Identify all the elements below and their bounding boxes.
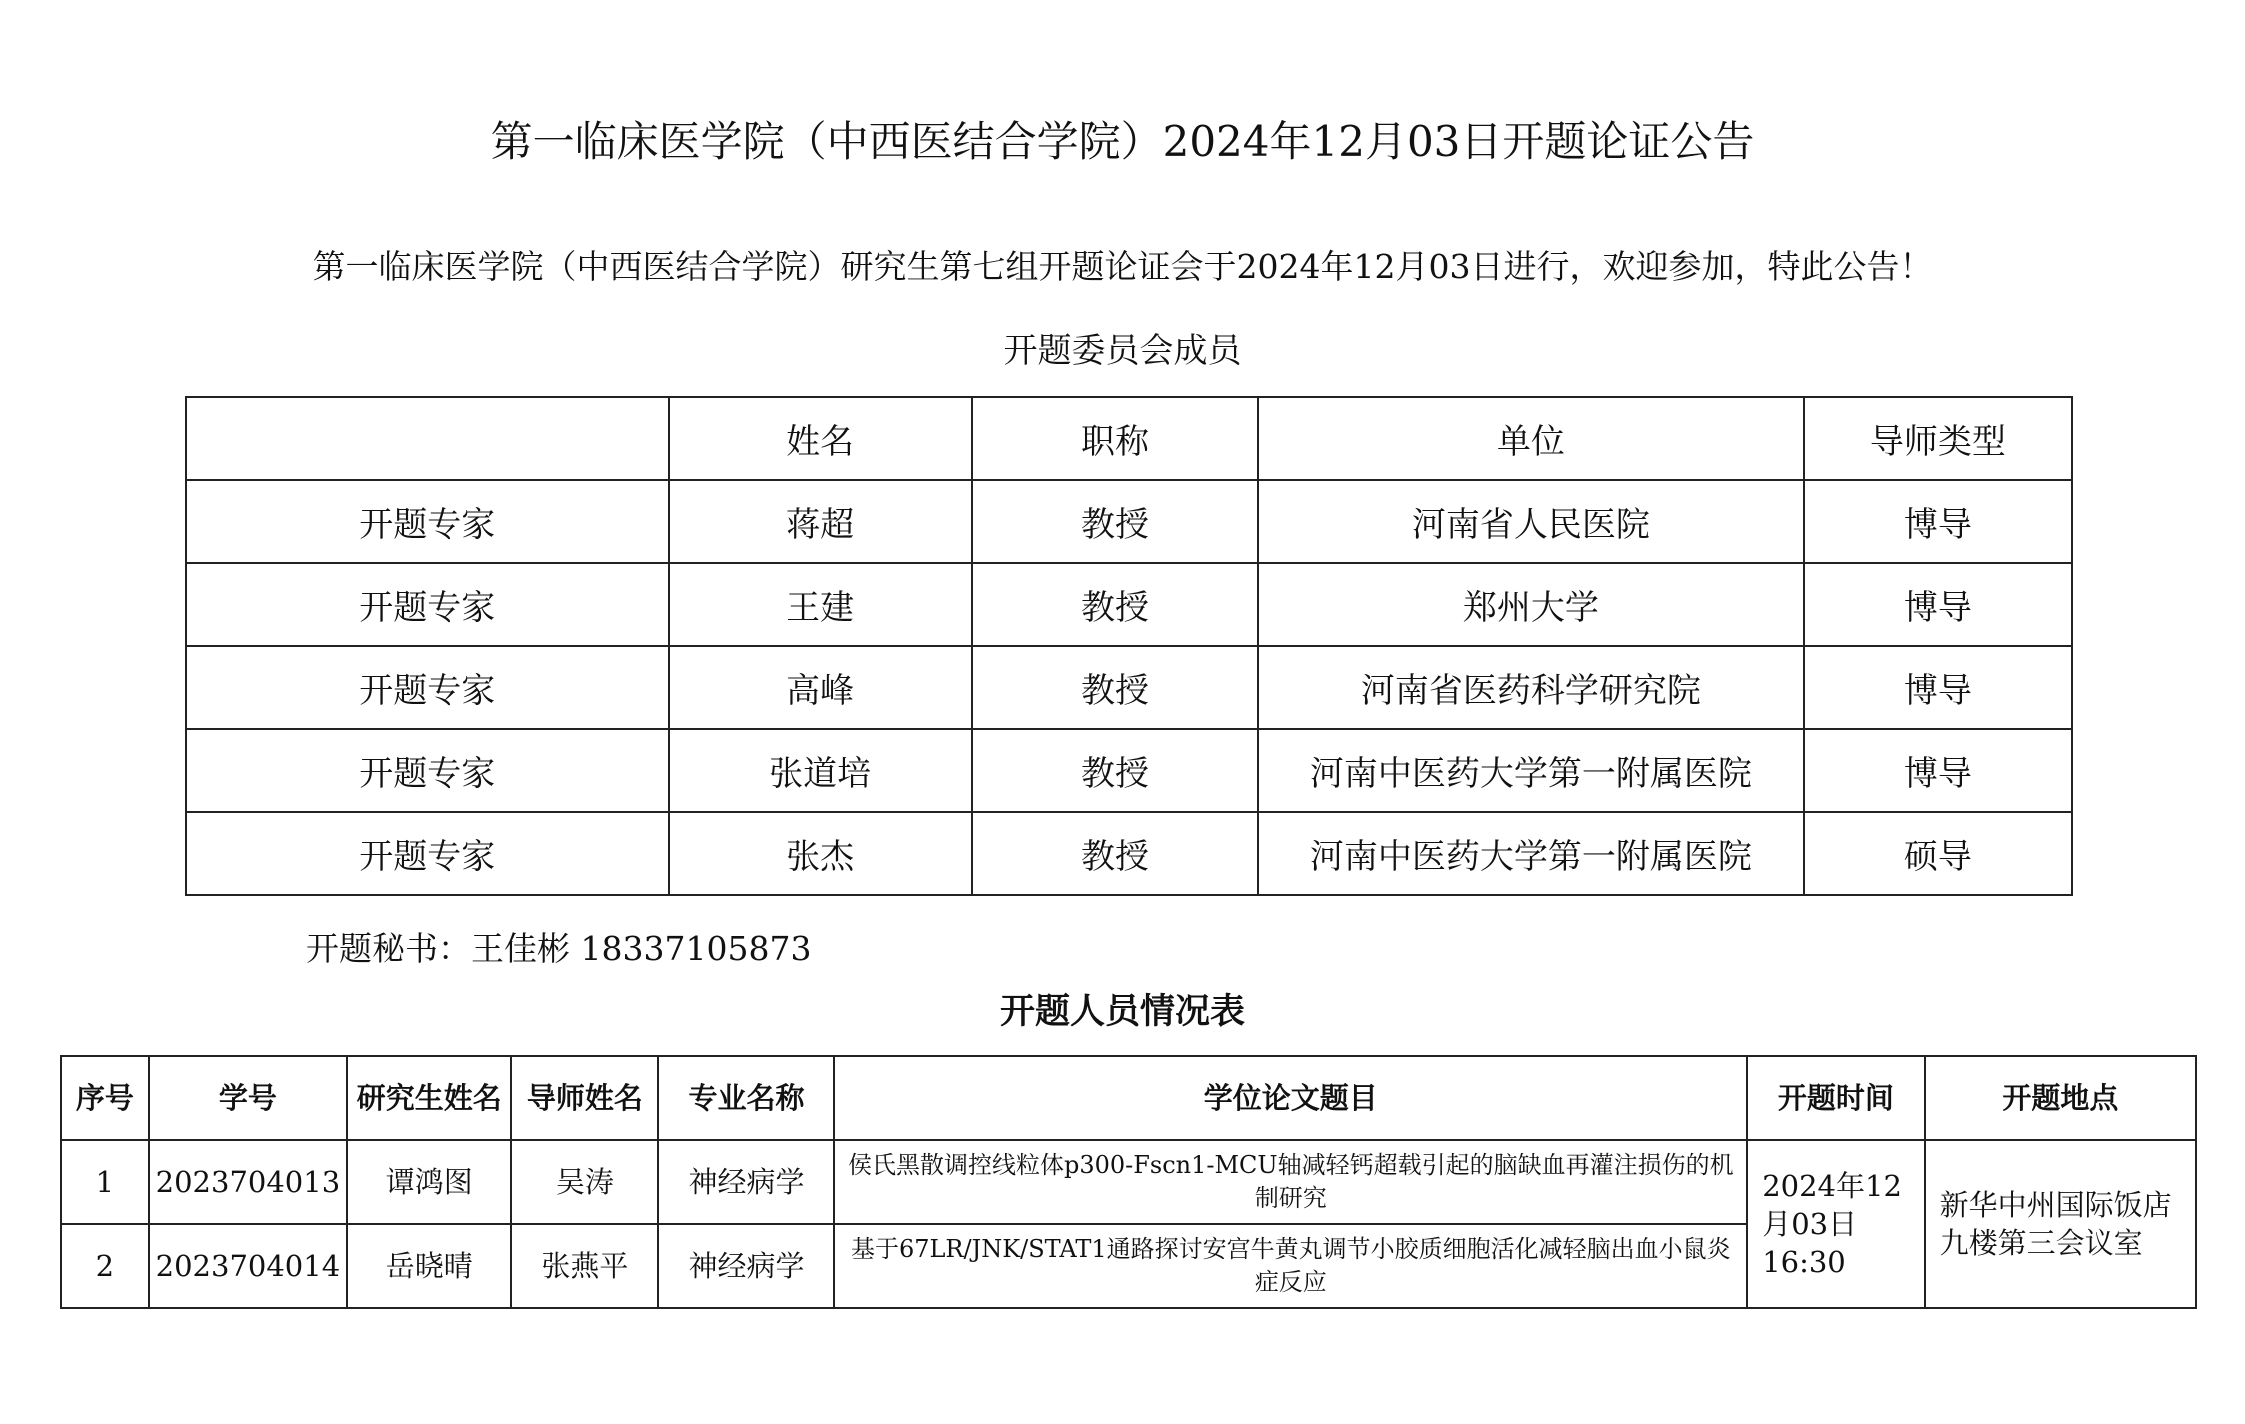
student-name: 谭鸿图 [347,1140,511,1224]
committee-heading: 开题委员会成员 [1003,331,1242,371]
member-role: 开题专家 [186,729,669,812]
col-location: 开题地点 [1925,1056,2196,1140]
student-index: 1 [61,1140,149,1224]
committee-col-title: 职称 [972,397,1258,480]
students-table [60,1055,2197,1309]
col-advisor-name: 导师姓名 [511,1056,658,1140]
table-row [186,729,2072,812]
page-title: 第一临床医学院（中西医结合学院）2024年12月03日开题论证公告 [490,117,1755,166]
committee-table [185,396,2073,896]
defense-time: 2024年12月03日16:30 [1747,1140,1924,1308]
announcement-text: 第一临床医学院（中西医结合学院）研究生第七组开题论证会于2024年12月03日进行，欢迎参加，特此公告！ [312,247,1933,286]
member-title: 教授 [972,729,1258,812]
member-name: 高峰 [669,646,972,729]
col-student-id: 学号 [149,1056,348,1140]
col-index: 序号 [61,1056,149,1140]
students-header-row [61,1056,2196,1140]
member-name: 张道培 [669,729,972,812]
student-name: 岳晓晴 [347,1224,511,1308]
member-unit: 郑州大学 [1258,563,1804,646]
member-name: 蒋超 [669,480,972,563]
member-unit: 河南中医药大学第一附属医院 [1258,812,1804,895]
member-title: 教授 [972,812,1258,895]
member-role: 开题专家 [186,812,669,895]
member-unit: 河南中医药大学第一附属医院 [1258,729,1804,812]
member-type: 硕导 [1804,812,2072,895]
thesis-title: 基于67LR/JNK/STAT1通路探讨安宫牛黄丸调节小胶质细胞活化减轻脑出血小鼠炎症反应 [834,1224,1747,1308]
member-title: 教授 [972,563,1258,646]
member-role: 开题专家 [186,480,669,563]
col-time: 开题时间 [1747,1056,1924,1140]
member-name: 张杰 [669,812,972,895]
table-row [186,563,2072,646]
col-thesis-title: 学位论文题目 [834,1056,1747,1140]
thesis-title: 侯氏黑散调控线粒体p300-Fscn1-MCU轴减轻钙超载引起的脑缺血再灌注损伤的机制研究 [834,1140,1747,1224]
major: 神经病学 [658,1140,834,1224]
committee-col-name: 姓名 [669,397,972,480]
committee-header-row [186,397,2072,480]
committee-col-unit: 单位 [1258,397,1804,480]
member-name: 王建 [669,563,972,646]
committee-col-role [186,397,669,480]
member-role: 开题专家 [186,646,669,729]
students-heading: 开题人员情况表 [999,991,1245,1032]
member-type: 博导 [1804,480,2072,563]
member-unit: 河南省医药科学研究院 [1258,646,1804,729]
col-student-name: 研究生姓名 [347,1056,511,1140]
member-type: 博导 [1804,646,2072,729]
advisor-name: 张燕平 [511,1224,658,1308]
col-major: 专业名称 [658,1056,834,1140]
table-row [186,812,2072,895]
committee-col-type: 导师类型 [1804,397,2072,480]
secretary-line: 开题秘书：王佳彬 18337105873 [306,929,812,968]
student-index: 2 [61,1224,149,1308]
member-unit: 河南省人民医院 [1258,480,1804,563]
advisor-name: 吴涛 [511,1140,658,1224]
table-row [61,1140,2196,1224]
major: 神经病学 [658,1224,834,1308]
student-id: 2023704013 [149,1140,348,1224]
table-row [186,480,2072,563]
table-row [186,646,2072,729]
member-title: 教授 [972,480,1258,563]
member-type: 博导 [1804,563,2072,646]
member-title: 教授 [972,646,1258,729]
member-role: 开题专家 [186,563,669,646]
member-type: 博导 [1804,729,2072,812]
defense-location: 新华中州国际饭店九楼第三会议室 [1925,1140,2196,1308]
student-id: 2023704014 [149,1224,348,1308]
